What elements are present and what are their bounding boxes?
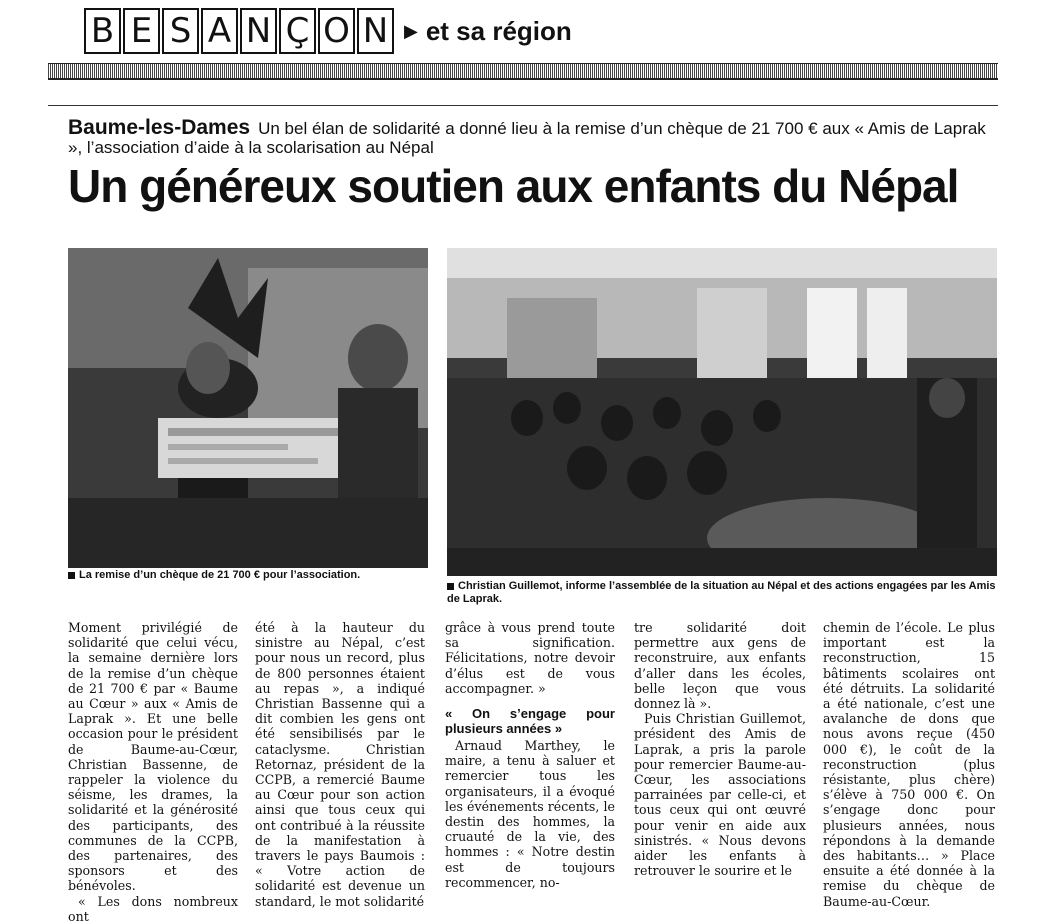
masthead-letter: E [123, 8, 160, 54]
masthead-letter: N [240, 8, 277, 54]
section-divider [48, 105, 998, 106]
masthead-subtitle: et sa région [425, 15, 572, 46]
masthead-rule [48, 63, 998, 80]
paragraph: Arnaud Marthey, le maire, a tenu à saluer et remercier tous les organisateurs, il a évoqué les événements récents, le destin des hommes, la cruauté de la vie, des hommes : « Notre destin est de toujours recommencer, no- [445, 738, 615, 890]
triangle-right-icon: ▶ [404, 20, 418, 42]
masthead-letter: N [357, 8, 394, 54]
paragraph: chemin de l’école. Le plus important est la reconstruction, 15 bâtiments scolaires ont été détruits. La solidarité a été nationale, c’est une avalanche de dons que nous avons reçue (450 000 €), le coût de la reconstruction (plus résistante, plus chère) s’élève à 750 000 €. On s’engage donc pour plusieurs années, nous répondons à la demande des habitants… » Place ensuite a été donnée à la remise du chèque de Baume-au-Cœur. [823, 620, 995, 909]
article-column-4 [634, 620, 806, 878]
article-subhead: « On s’engage pour plusieurs années » [445, 706, 615, 737]
masthead-letter: S [162, 8, 199, 54]
photo-assembly-image [447, 248, 997, 576]
paragraph: tre solidarité doit permettre aux gens de reconstruire, aux enfants d’aller dans les écoles, belle leçon que vous donnez là ». [634, 620, 806, 712]
masthead [84, 6, 572, 56]
masthead-letter: A [201, 8, 238, 54]
photo2-caption-text: Christian Guillemot, informe l’assemblée de la situation au Népal et des actions engagées par les Amis de Laprak. [447, 580, 996, 605]
paragraph: grâce à vous prend toute sa signification. Félicitations, notre devoir d’élus est de vous accompagner. » [445, 620, 615, 696]
masthead-letter: B [84, 8, 121, 54]
article-kicker [68, 118, 998, 157]
paragraph: « Les dons nombreux ont [68, 893, 238, 924]
article-column-3 [445, 620, 615, 890]
article-standfirst: Un bel élan de solidarité a donné lieu à la remise d’un chèque de 21 700 € aux « Amis de Laprak », l’association d’aide à la scolarisation au Népal [68, 119, 986, 157]
caption-bullet-icon [68, 572, 75, 579]
article-column-1 [68, 620, 238, 924]
article-column-2 [255, 620, 425, 909]
photo-cheque-image [68, 248, 428, 568]
photo-assembly [447, 248, 997, 576]
photo-cheque-handover [68, 248, 428, 568]
masthead-letter: Ç [279, 8, 316, 54]
paragraph: été à la hauteur du sinistre au Népal, c’est pour nous un record, plus de 800 personnes étaient au repas », a indiqué Christian Bassenne qui a dit combien les gens ont été sensibilisés par le cataclysme. Christian Retornaz, président de la CCPB, a remercié Baume au Cœur pour son action ainsi que tous ceux qui ont contribué à la réussite de la manifestation à travers le pays Baumois : « Votre action de solidarité est devenue un standard, le mot solidarité [255, 620, 425, 909]
article-column-5 [823, 620, 995, 909]
caption-bullet-icon [447, 583, 454, 590]
paragraph: Puis Christian Guillemot, président des Amis de Laprak, a pris la parole pour remercier Baume-au-Cœur, les associations parrainées par celle-ci, et tous ceux qui ont œuvré pour venir en aide aux sinistrés. « Nous devons aider les enfants à retrouver le sourire et le [634, 711, 806, 879]
photo2-caption [447, 580, 997, 606]
paragraph: Moment privilégié de solidarité que celui vécu, la semaine dernière lors de la remise d’un chèque de 21 700 € par « Baume au Cœur » aux « Amis de Laprak ». Et une belle occasion pour le président de Baume-au-Cœur, Christian Bassenne, de rappeler la violence du séisme, les drames, la solidarité et la générosité des participants, des communes de la CCPB, des partenaires, des sponsors et des bénévoles. [68, 620, 238, 894]
article-headline: Un généreux soutien aux enfants du Népal [68, 160, 959, 212]
photo1-caption-text: La remise d’un chèque de 21 700 € pour l’association. [79, 569, 361, 581]
article-place: Baume-les-Dames [68, 116, 251, 139]
masthead-title [84, 8, 396, 54]
photo1-caption [68, 569, 428, 582]
masthead-letter: O [318, 8, 355, 54]
